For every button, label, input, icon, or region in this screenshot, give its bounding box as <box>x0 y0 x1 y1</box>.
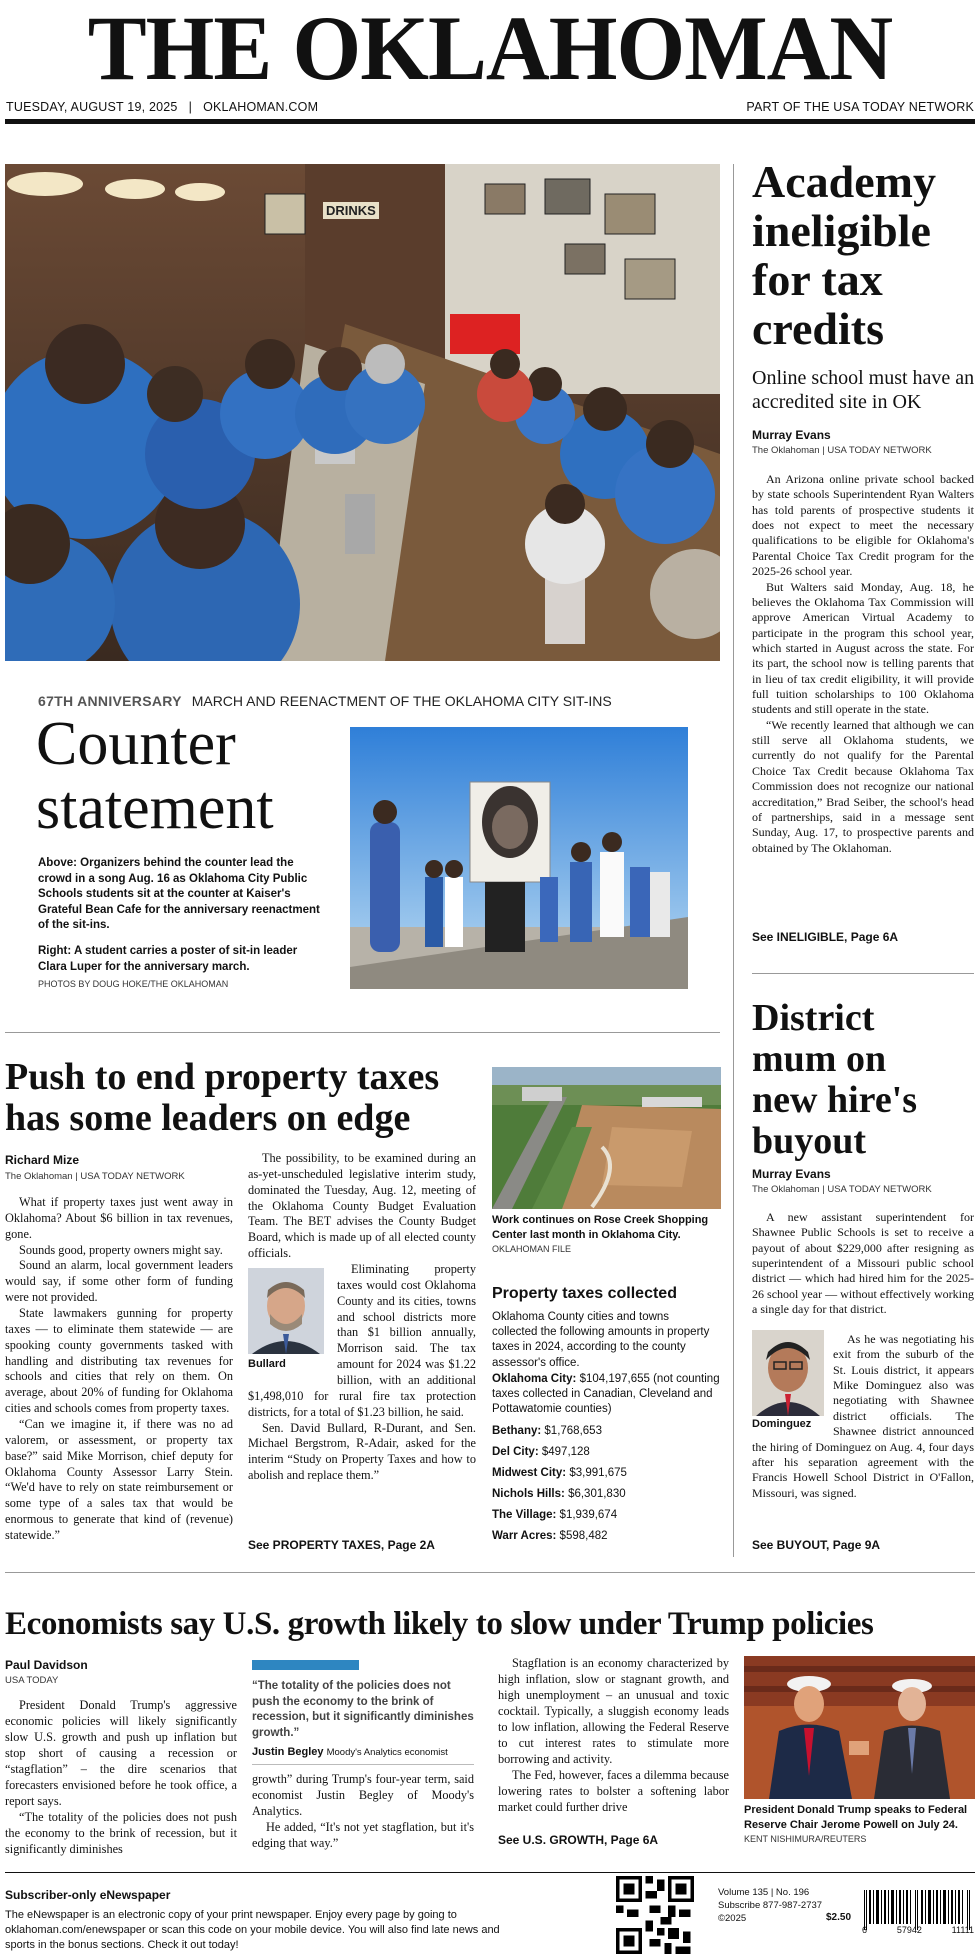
economy-photo-credit: KENT NISHIMURA/REUTERS <box>744 1834 867 1845</box>
economy-photo-caption: President Donald Trump speaks to Federal Reserve Chair Jerome Powell on July 24. <box>744 1804 968 1831</box>
property-headline: Push to end property taxes has some leaders on edge <box>5 1056 440 1139</box>
footer-rule <box>5 1872 975 1873</box>
property-photo-bullard <box>248 1268 324 1354</box>
sidebar-item-value: $497,128 <box>541 1445 590 1458</box>
district-headline: District mum on new hire's buyout <box>752 997 918 1162</box>
sidebar-item-value: $104,197,655 (not counting taxes collected in Canadian, Cleveland and Pottawatomie counties) <box>492 1373 720 1416</box>
upc-barcode <box>862 1890 974 1938</box>
property-paragraph: What if property taxes just went away in Oklahoma? About $6 billion in tax revenues, gone. <box>5 1195 233 1241</box>
footer-volume: Volume 135 | No. 196 <box>718 1887 810 1898</box>
sidebar-item-value: $3,991,675 <box>569 1466 627 1479</box>
barcode-digit-left: 6 <box>862 1925 868 1935</box>
footer-price: $2.50 <box>826 1912 852 1923</box>
pullquote-attribution <box>252 1746 448 1758</box>
lead-photo-credit: PHOTOS BY DOUG HOKE/THE OKLAHOMAN <box>38 979 229 989</box>
masthead-site-link[interactable]: OKLAHOMAN.COM <box>203 100 319 114</box>
economy-photo-trump-powell <box>744 1656 975 1799</box>
district-jump-link[interactable]: See BUYOUT, Page 9A <box>752 1538 881 1552</box>
academy-paragraph: An Arizona online private school backed by state schools Superintendent Ryan Walters has told parents of prospective students it does not expect to meet the necessary qualifications to be eligible for Oklahoma's Parental Choice Tax Credit program for the 2025-26 school year. <box>752 472 974 579</box>
property-paragraph: Eliminating property taxes would cost Oklahoma County and its cities, towns and school districts more than $1 billion annually, Morrison said. The tax amount for 2024 was $1.22 billion, with an additional $1,498,010 for rural fire tax protection districts, for a total of $1.23 billion, he said. <box>248 1262 476 1419</box>
academy-divider <box>752 973 974 974</box>
lead-bottom-divider <box>5 1032 720 1033</box>
district-photo-label: Dominguez <box>752 1418 812 1430</box>
property-paragraph: The possibility, to be examined during an as-yet-unscheduled legislative interim study, dominated the Tuesday, Aug. 12, meeting of the Oklahoma County Budget Evaluation Team. The BET advises the County Budget Board, which is made up of all elected county officials. <box>248 1151 476 1261</box>
economy-paragraph: “The totality of the policies does not push the economy to the brink of recession, but it significantly diminishes <box>5 1809 237 1856</box>
lead-photo-counter <box>5 164 720 661</box>
economy-col1 <box>5 1698 237 1858</box>
sidebar-item-label: Del City: <box>492 1445 539 1458</box>
property-photo-credit: OKLAHOMAN FILE <box>492 1244 572 1255</box>
district-photo-spacer <box>752 1332 833 1436</box>
masthead-separator: | <box>181 100 200 114</box>
property-photo-caption-block <box>492 1213 721 1257</box>
economy-jump-link[interactable]: See U.S. GROWTH, Page 6A <box>498 1833 659 1847</box>
sidebar-item <box>492 1372 721 1418</box>
pullquote-accent-bar <box>252 1660 359 1670</box>
property-sidebar-list <box>492 1372 721 1551</box>
district-byline: Murray Evans <box>752 1167 831 1181</box>
property-affiliation: The Oklahoman | USA TODAY NETWORK <box>5 1171 185 1182</box>
sidebar-item-value: $6,301,830 <box>568 1488 626 1501</box>
district-affiliation: The Oklahoman | USA TODAY NETWORK <box>752 1184 932 1195</box>
lead-subkicker: MARCH AND REENACTMENT OF THE OKLAHOMA CITY SIT-INS <box>191 693 612 709</box>
property-photo-aerial <box>492 1067 721 1209</box>
lead-caption-above: Above: Organizers behind the counter lead the crowd in a song Aug. 16 as Oklahoma City Public Schools students sit at the counter at Kaiser's Grateful Bean Cafe for the anniversary reenactment of the sit-ins. <box>38 857 320 932</box>
sidebar-item-label: Bethany: <box>492 1424 542 1437</box>
academy-deck: Online school must have an accredited site in OK <box>752 367 975 413</box>
sidebar-item <box>492 1508 721 1523</box>
property-photo-caption: Work continues on Rose Creek Shopping Center last month in Oklahoma City. <box>492 1214 709 1241</box>
footer-copyright: ©2025 <box>718 1913 747 1925</box>
photo-sign-drinks: DRINKS <box>323 202 379 219</box>
masthead-rule <box>5 119 975 124</box>
economy-col3 <box>498 1656 729 1816</box>
property-paragraph: Sound an alarm, local government leaders would say, if some other form of funding were not provided. <box>5 1258 233 1305</box>
lead-kicker-line <box>38 693 612 709</box>
academy-affiliation: The Oklahoman | USA TODAY NETWORK <box>752 445 932 456</box>
economy-affiliation: USA TODAY <box>5 1675 59 1686</box>
lead-headline: Counter statement <box>36 710 274 842</box>
district-paragraph: As he was negotiating his exit from the suburb of the St. Louis district, it appears Mike Dominguez also was negotiating with Shawnee district officials. The Shawnee district announced the hiring of Dominguez on Aug. 4, four days after his separation agreement with the Francis Howell School District in O'Fallon, Missouri, was signed. <box>752 1332 974 1500</box>
academy-paragraph: But Walters said Monday, Aug. 18, he believes the Oklahoma Tax Commission will approve American Virtual Academy to participate in the program this school year, which started in August across the state. For its part, the school now is telling parents that in lieu of tax credit eligibility, it will provide full tuition scholarships to 100 Oklahoma students and still operate in the state. <box>752 579 974 717</box>
sidebar-item-label: Warr Acres: <box>492 1530 557 1543</box>
sidebar-item-label: The Village: <box>492 1509 557 1522</box>
district-para2 <box>752 1332 974 1501</box>
footer-text: The eNewspaper is an electronic copy of your print newspaper. Enjoy every page by going to oklahoman.com/enewspaper or scan this code on your mobile device. You will also find late news and sports in the bonus sections. Check it out today! <box>5 1909 500 1952</box>
bullard-photo-block <box>248 1268 330 1376</box>
sidebar-item-label: Nichols Hills: <box>492 1488 565 1501</box>
masthead-dateline <box>6 100 318 114</box>
property-paragraph: Sounds good, property owners might say. <box>19 1242 223 1257</box>
pullquote-affiliation: Moody's Analytics economist <box>326 1747 448 1758</box>
sidebar-item-value: $1,939,674 <box>559 1509 618 1522</box>
economy-col2 <box>252 1772 474 1852</box>
barcode-digits <box>862 1925 974 1935</box>
sidebar-item-label: Oklahoma City: <box>492 1373 577 1385</box>
lead-photo-march <box>350 727 688 989</box>
property-jump-link[interactable]: See PROPERTY TAXES, Page 2A <box>248 1538 435 1552</box>
economy-paragraph: The Fed, however, faces a dilemma because lowering rates to bolster a softening labor market could further drive <box>498 1767 729 1814</box>
academy-byline: Murray Evans <box>752 428 831 442</box>
economy-pullquote: “The totality of the policies does not push the economy to the brink of recession, but it significantly diminishes growth.” <box>252 1680 474 1739</box>
masthead-network: PART OF THE USA TODAY NETWORK <box>746 100 974 114</box>
masthead-title: THE OKLAHOMAN <box>87 0 893 99</box>
sidebar-item <box>492 1445 721 1460</box>
economy-paragraph: He added, “It's not yet stagflation, but it's edging that way.” <box>252 1819 474 1850</box>
sidebar-item <box>492 1529 721 1544</box>
property-paragraph: Sen. David Bullard, R-Durant, and Sen. Michael Bergstrom, R-Adair, asked for the interim “Study on Property Taxes and how to abolish and replace them.” <box>248 1420 476 1483</box>
property-photo-label: Bullard <box>248 1358 286 1371</box>
pullquote-rule <box>252 1764 474 1765</box>
footer-subscribe: Subscribe 877-987-2737 <box>718 1900 823 1912</box>
sidebar-item <box>492 1487 721 1502</box>
property-sidebar-title: Property taxes collected <box>492 1285 677 1302</box>
pullquote-name: Justin Begley <box>252 1746 324 1758</box>
property-paragraph: “Can we imagine it, if there was no ad valorem, or assessment, or property tax base?” said Mike Morrison, chief deputy for Oklahoma County Assessor Larry Stein. “We'd have to rely on state reimbursement or some type of a sales tax that would be enormous to generate that kind of (revenue) statewide.” <box>5 1417 233 1543</box>
lead-caption-right: Right: A student carries a poster of sit-in leader Clara Luper for the anniversary march. <box>38 945 298 973</box>
academy-jump-link[interactable]: See INELIGIBLE, Page 6A <box>752 930 899 944</box>
footer-info <box>718 1886 822 1925</box>
economy-byline: Paul Davidson <box>5 1658 88 1672</box>
property-sidebar-intro: Oklahoma County cities and towns collected the following amounts in property taxes in 2024, according to the county assessor's office. <box>492 1311 710 1369</box>
property-col1 <box>5 1195 233 1544</box>
lead-kicker: 67TH ANNIVERSARY <box>38 693 182 709</box>
footer-title: Subscriber-only eNewspaper <box>5 1888 171 1902</box>
economy-paragraph: growth” during Trump's four-year term, said economist Justin Begley of Moody's Analytics. <box>252 1772 474 1818</box>
economy-photo-caption-block <box>744 1803 975 1847</box>
enewspaper-qr-code[interactable] <box>616 1876 694 1954</box>
sidebar-item <box>492 1466 721 1481</box>
sidebar-item-value: $1,768,653 <box>544 1424 602 1437</box>
academy-paragraph: “We recently learned that although we can still serve all Oklahoma students, we currently do not qualify for the Parental Choice Tax Credit because Oklahoma Tax Commission does not recognize our national accreditation,” Brad Seiber, the school's head of partnerships, said in a message sent Sunday, Aug. 17, to prospective parents and obtained by The Oklahoman. <box>752 717 974 855</box>
barcode-digits-right: 11111 <box>951 1925 974 1935</box>
economy-headline: Economists say U.S. growth likely to slow under Trump policies <box>5 1606 874 1642</box>
economy-paragraph: Stagflation is an economy characterized by high inflation, slow or stagnant growth, and high unemployment – an unusual and toxic cocktail. Typically, a sluggish economy leads to low inflation, allowing the Federal Reserve to cut interest rates to stimulate more borrowing and activity. <box>498 1656 729 1766</box>
economy-paragraph: President Donald Trump's aggressive economic policies will likely significantly slow U.S. growth and push up inflation but stop short of causing a recession or “stagflation” – the dire scenarios that forecasters envisioned before he took office, a report says. <box>5 1698 237 1808</box>
academy-body <box>752 472 974 856</box>
masthead-date: TUESDAY, AUGUST 19, 2025 <box>6 100 178 114</box>
sidebar-item <box>492 1424 721 1439</box>
section-divider <box>5 1572 975 1573</box>
sidebar-item-value: $598,482 <box>559 1530 608 1543</box>
property-byline: Richard Mize <box>5 1153 80 1167</box>
academy-headline: Academy ineligible for tax credits <box>752 156 936 354</box>
barcode-digits-mid: 57942 <box>896 1925 922 1935</box>
property-paragraph: State lawmakers gunning for property taxes — to eliminate them statewide — are spooking county governments tasked with handling and distributing tax revenues for schools and cities that rely on them. On average, about 20% of funding for Oklahoma cities and schools comes from property taxes. <box>5 1306 233 1416</box>
lead-right-divider <box>733 164 734 1557</box>
district-intro <box>752 1210 974 1318</box>
property-col2 <box>248 1151 476 1484</box>
district-paragraph: A new assistant superintendent for Shawnee Public Schools is set to receive a payout of about $229,000 after resigning as superintendent of a Missouri public school district — which had hired him for the 2025-26 school year — without effectively working a single day for that district. <box>752 1210 974 1317</box>
sidebar-item-label: Midwest City: <box>492 1466 567 1479</box>
